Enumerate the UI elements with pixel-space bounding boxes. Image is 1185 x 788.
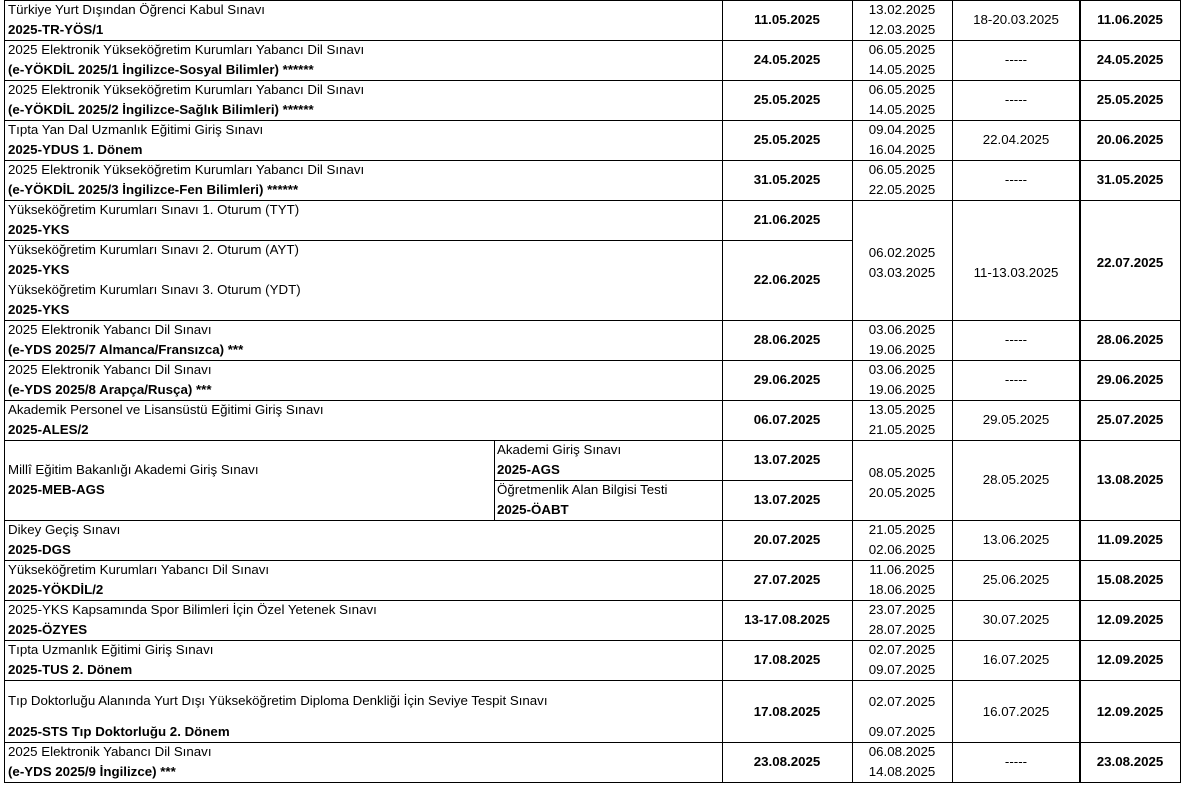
row-divider [4, 640, 1181, 641]
right-border [1180, 0, 1181, 783]
application-start: 08.05.2025 [868, 465, 936, 480]
exam-code: (e-YDS 2025/8 Arapça/Rusça) *** [8, 382, 212, 397]
application-end: 09.07.2025 [868, 662, 936, 677]
application-start: 06.02.2025 [868, 245, 936, 260]
application-end: 18.06.2025 [868, 582, 936, 597]
exam-date: 21.06.2025 [753, 212, 821, 227]
application-start: 23.07.2025 [868, 602, 936, 617]
top-border [4, 0, 1181, 1]
row-divider [494, 480, 852, 481]
application-end: 20.05.2025 [868, 485, 936, 500]
exam-date: 24.05.2025 [753, 52, 821, 67]
result-date: 25.07.2025 [1096, 412, 1164, 427]
late-application: 22.04.2025 [982, 132, 1050, 147]
exam-date: 28.06.2025 [753, 332, 821, 347]
exam-date: 29.06.2025 [753, 372, 821, 387]
late-application: ----- [1004, 172, 1028, 187]
result-date: 23.08.2025 [1096, 754, 1164, 769]
exam-code: 2025-STS Tıp Doktorluğu 2. Dönem [8, 724, 230, 739]
late-application: 25.06.2025 [982, 572, 1050, 587]
result-date: 12.09.2025 [1096, 612, 1164, 627]
application-start: 11.06.2025 [869, 562, 935, 577]
exam-date: 13.07.2025 [753, 452, 821, 467]
application-end: 22.05.2025 [868, 182, 936, 197]
result-date: 11.06.2025 [1097, 12, 1163, 27]
late-application: 18-20.03.2025 [973, 12, 1059, 27]
late-application: 16.07.2025 [982, 704, 1050, 719]
result-date: 13.08.2025 [1096, 472, 1164, 487]
exam-name: Tıpta Yan Dal Uzmanlık Eğitimi Giriş Sınavı [8, 122, 264, 137]
row-divider [4, 360, 1181, 361]
row-divider [4, 120, 1181, 121]
application-start: 09.04.2025 [868, 122, 936, 137]
row-divider [4, 400, 1181, 401]
row-divider [4, 742, 1181, 743]
column-divider [852, 0, 853, 783]
result-date: 28.06.2025 [1096, 332, 1164, 347]
exam-code: 2025-ALES/2 [8, 422, 89, 437]
exam-code: (e-YDS 2025/9 İngilizce) *** [8, 764, 176, 779]
late-application: ----- [1004, 754, 1028, 769]
exam-code: (e-YÖKDİL 2025/1 İngilizce-Sosyal Bilimler) ****** [8, 62, 314, 77]
sub-exam-code: 2025-ÖABT [497, 502, 569, 517]
result-date: 12.09.2025 [1096, 704, 1164, 719]
column-divider [494, 440, 495, 520]
exam-code: 2025-TUS 2. Dönem [8, 662, 133, 677]
exam-name: 2025 Elektronik Yükseköğretim Kurumları Yabancı Dil Sınavı [8, 42, 365, 57]
exam-name: Yükseköğretim Kurumları Sınavı 3. Oturum (YDT) [8, 282, 301, 297]
exam-date: 25.05.2025 [753, 132, 821, 147]
exam-code: (e-YÖKDİL 2025/2 İngilizce-Sağlık Bilimleri) ****** [8, 102, 314, 117]
sub-exam-name: Öğretmenlik Alan Bilgisi Testi [497, 482, 668, 497]
sub-exam-name: Akademi Giriş Sınavı [497, 442, 622, 457]
row-divider [4, 560, 1181, 561]
application-end: 14.05.2025 [868, 62, 936, 77]
exam-date: 25.05.2025 [753, 92, 821, 107]
exam-date: 11.05.2025 [754, 12, 820, 27]
row-divider [4, 600, 1181, 601]
late-application: 29.05.2025 [982, 412, 1050, 427]
result-date: 11.09.2025 [1097, 532, 1163, 547]
row-divider [4, 160, 1181, 161]
exam-name: Yükseköğretim Kurumları Sınavı 2. Oturum (AYT) [8, 242, 299, 257]
exam-date: 17.08.2025 [753, 704, 821, 719]
sub-exam-code: 2025-AGS [497, 462, 560, 477]
row-divider [4, 80, 1181, 81]
application-end: 28.07.2025 [868, 622, 936, 637]
exam-date: 27.07.2025 [753, 572, 821, 587]
late-application: 16.07.2025 [982, 652, 1050, 667]
late-application: ----- [1004, 332, 1028, 347]
application-end: 14.05.2025 [868, 102, 936, 117]
application-end: 14.08.2025 [868, 764, 936, 779]
exam-name: 2025 Elektronik Yabancı Dil Sınavı [8, 362, 212, 377]
exam-date: 06.07.2025 [753, 412, 821, 427]
exam-name: 2025 Elektronik Yabancı Dil Sınavı [8, 744, 212, 759]
row-divider [4, 520, 1181, 521]
exam-name: 2025 Elektronik Yükseköğretim Kurumları Yabancı Dil Sınavı [8, 162, 365, 177]
row-divider [4, 782, 1181, 783]
exam-code: 2025-YKS [8, 302, 70, 317]
late-application: 28.05.2025 [982, 472, 1050, 487]
column-divider [722, 0, 723, 783]
late-application: ----- [1004, 92, 1028, 107]
row-divider [4, 440, 1181, 441]
exam-name: Yükseköğretim Kurumları Yabancı Dil Sınavı [8, 562, 270, 577]
application-start: 02.07.2025 [868, 694, 936, 709]
result-date: 12.09.2025 [1096, 652, 1164, 667]
application-start: 06.08.2025 [868, 744, 936, 759]
result-date: 29.06.2025 [1096, 372, 1164, 387]
exam-code: 2025-YDUS 1. Dönem [8, 142, 143, 157]
exam-code: 2025-MEB-AGS [8, 482, 105, 497]
exam-name: Dikey Geçiş Sınavı [8, 522, 121, 537]
exam-name: Yükseköğretim Kurumları Sınavı 1. Oturum (TYT) [8, 202, 300, 217]
exam-name: Tıp Doktorluğu Alanında Yurt Dışı Yükseköğretim Diploma Denkliği İçin Seviye Tespit Sınavı [8, 693, 548, 708]
exam-date: 22.06.2025 [753, 272, 821, 287]
late-application: 30.07.2025 [982, 612, 1050, 627]
exam-code: (e-YDS 2025/7 Almanca/Fransızca) *** [8, 342, 244, 357]
exam-date: 13-17.08.2025 [744, 612, 830, 627]
exam-date: 23.08.2025 [753, 754, 821, 769]
row-divider [4, 200, 1181, 201]
exam-code: 2025-TR-YÖS/1 [8, 22, 104, 37]
exam-date: 17.08.2025 [753, 652, 821, 667]
column-divider-double [1079, 0, 1081, 783]
exam-date: 13.07.2025 [753, 492, 821, 507]
row-divider [4, 320, 1181, 321]
exam-code: 2025-YKS [8, 222, 70, 237]
result-date: 15.08.2025 [1096, 572, 1164, 587]
exam-name: Tıpta Uzmanlık Eğitimi Giriş Sınavı [8, 642, 214, 657]
application-start: 02.07.2025 [868, 642, 936, 657]
application-end: 09.07.2025 [868, 724, 936, 739]
application-start: 13.05.2025 [868, 402, 936, 417]
application-start: 03.06.2025 [868, 362, 936, 377]
application-start: 06.05.2025 [868, 162, 936, 177]
result-date: 22.07.2025 [1096, 255, 1164, 270]
application-end: 21.05.2025 [868, 422, 936, 437]
exam-name: Akademik Personel ve Lisansüstü Eğitimi Giriş Sınavı [8, 402, 324, 417]
application-start: 06.05.2025 [868, 82, 936, 97]
application-start: 21.05.2025 [868, 522, 936, 537]
row-divider [4, 680, 1181, 681]
application-end: 16.04.2025 [868, 142, 936, 157]
result-date: 20.06.2025 [1096, 132, 1164, 147]
application-end: 02.06.2025 [868, 542, 936, 557]
application-start: 03.06.2025 [868, 322, 936, 337]
late-application: 13.06.2025 [982, 532, 1050, 547]
result-date: 24.05.2025 [1096, 52, 1164, 67]
exam-name: Türkiye Yurt Dışından Öğrenci Kabul Sınavı [8, 2, 265, 17]
exam-name: 2025 Elektronik Yükseköğretim Kurumları Yabancı Dil Sınavı [8, 82, 365, 97]
exam-code: 2025-YÖKDİL/2 [8, 582, 104, 597]
exam-date: 20.07.2025 [753, 532, 821, 547]
result-date: 25.05.2025 [1096, 92, 1164, 107]
application-start: 06.05.2025 [868, 42, 936, 57]
application-start: 13.02.2025 [868, 2, 936, 17]
late-application: ----- [1004, 52, 1028, 67]
exam-date: 31.05.2025 [753, 172, 821, 187]
exam-code: 2025-YKS [8, 262, 70, 277]
left-border [4, 0, 5, 783]
late-application: 11-13.03.2025 [973, 265, 1059, 280]
column-divider [952, 0, 953, 783]
row-divider [4, 240, 852, 241]
exam-name: 2025 Elektronik Yabancı Dil Sınavı [8, 322, 212, 337]
application-end: 03.03.2025 [868, 265, 936, 280]
exam-code: (e-YÖKDİL 2025/3 İngilizce-Fen Bilimleri) ****** [8, 182, 299, 197]
exam-calendar-table [4, 0, 1180, 783]
application-end: 19.06.2025 [868, 342, 936, 357]
exam-code: 2025-DGS [8, 542, 71, 557]
application-end: 12.03.2025 [868, 22, 936, 37]
result-date: 31.05.2025 [1096, 172, 1164, 187]
exam-name: 2025-YKS Kapsamında Spor Bilimleri İçin Özel Yetenek Sınavı [8, 602, 377, 617]
row-divider [4, 40, 1181, 41]
exam-code: 2025-ÖZYES [8, 622, 88, 637]
application-end: 19.06.2025 [868, 382, 936, 397]
late-application: ----- [1004, 372, 1028, 387]
exam-name: Millî Eğitim Bakanlığı Akademi Giriş Sınavı [8, 462, 259, 477]
